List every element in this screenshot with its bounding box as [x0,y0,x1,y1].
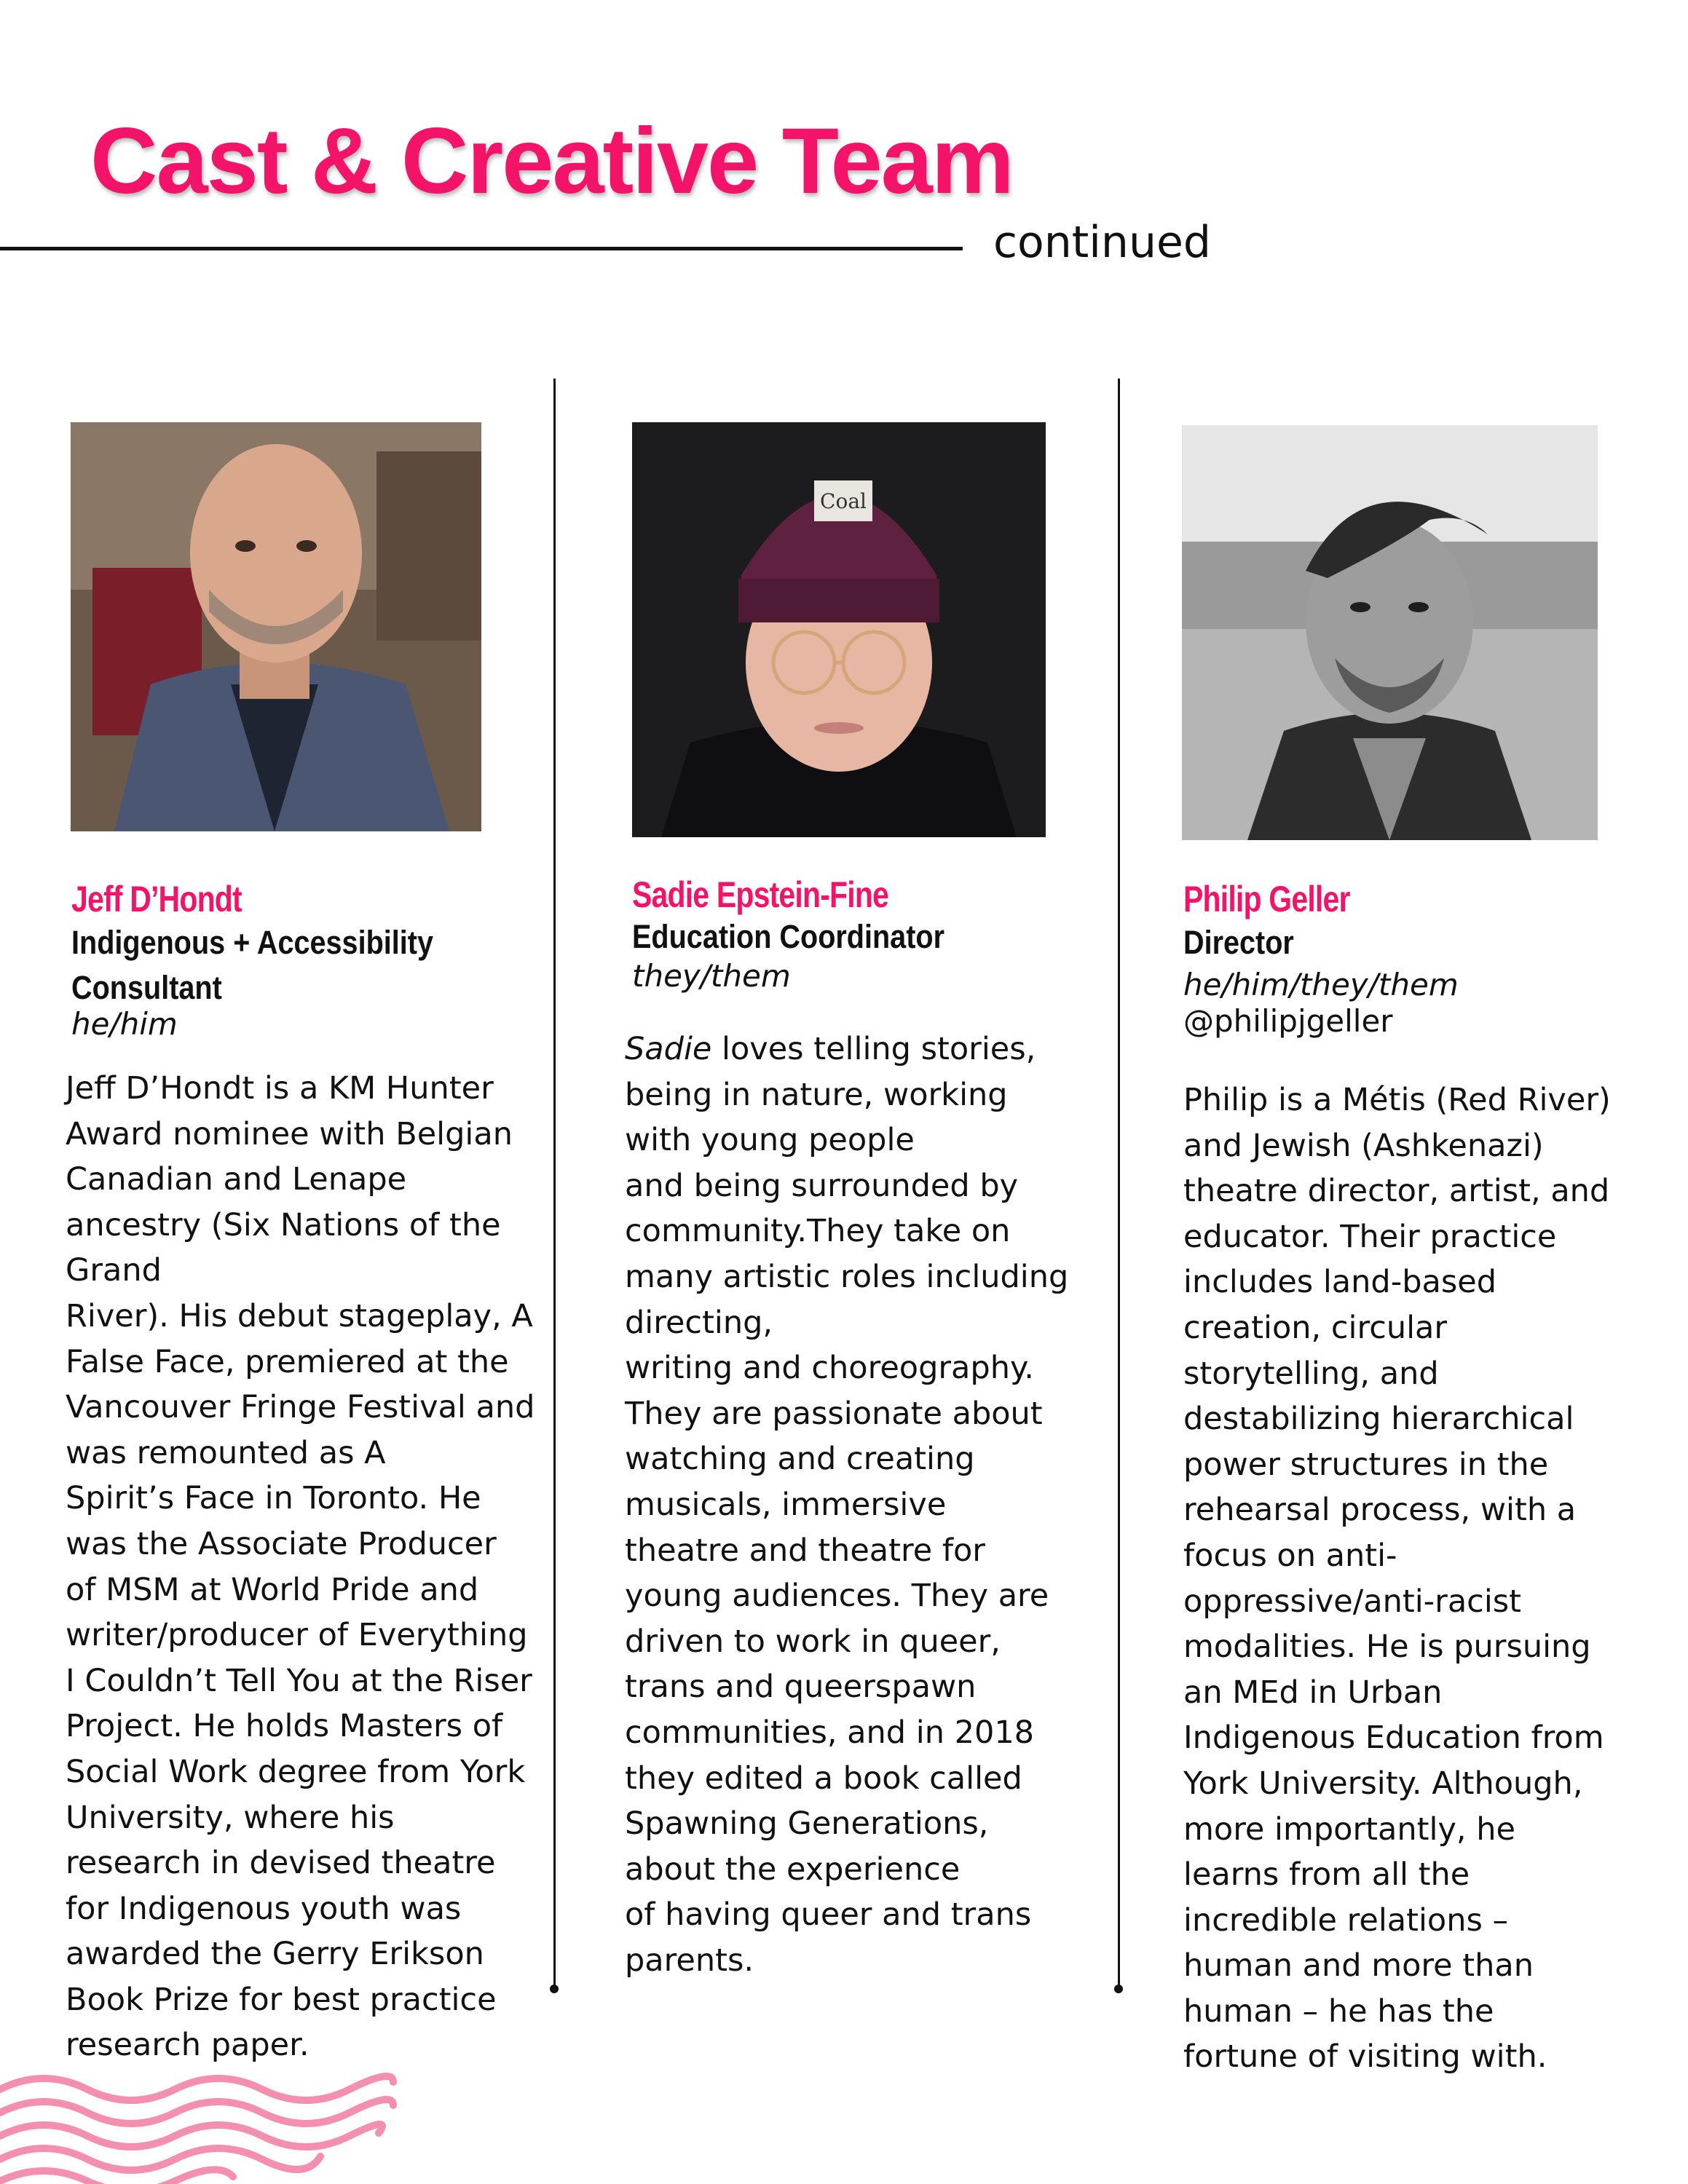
member-pronouns: he/him/they/them [1183,967,1459,1002]
member-photo [632,422,1046,837]
member-photo [71,422,481,831]
member-bio: Jeff D’Hondt is a KM Hunter Award nominee with Belgian Canadian and Lenape ancestry (Six Nations of the Grand River). His debut stageplay, A False Face, premiered at the Vancouver Fringe Festival and was remounted as A Spirit’s Face in Toronto. He was the Associate Producer of MSM at World Pride and writer/producer of Everything I Couldn’t Tell You at the Riser Project. He holds Masters of Social Work degree from York University, where his research in devised theatre for Indigenous youth was awarded the Gerry Erikson Book Prize for best practice research paper. [66,1070,535,2064]
member-name: Philip Geller [1183,879,1350,919]
member-photo [1182,425,1598,840]
member-name: Sadie Epstein-Fine [632,874,889,915]
member-bio: Sadie loves telling stories, being in nature, working with young people and being surrounded by community.They take on many artistic roles including directing, writing and choreography. They are passionate about watching and creating musicals, immersive theatre and theatre for young audiences. They are driven to work in queer, trans and queerspawn communities, and in 2018 they edited a book called Spawning Generations, about the experience of having queer and trans parents. [625,1031,1069,1979]
member-pronouns: he/him [71,1006,178,1042]
member-role: Director [1183,924,1294,961]
member-handle: @philipjgeller [1183,1003,1393,1039]
member-bio: Philip is a Métis (Red River) and Jewish (Ashkenazi) theatre director, artist, and educator. Their practice includes land-based creation, circular storytelling, and destabilizing hierarchical power structures in the rehearsal process, with a focus on anti- oppressive/anti-racist modalities. He is pursuing an MEd in Urban Indigenous Education from York University. Although, more importantly, he learns from all the incredible relations – human and more than human – he has the fortune of visiting with. [1183,1082,1611,2076]
header-rule [0,247,963,250]
column-divider [1118,379,1120,1987]
page-title: Cast & Creative Team [90,109,1013,213]
member-pronouns: they/them [632,958,791,994]
decorative-waves-icon [0,2068,408,2184]
beanie-label: Coal [820,489,867,513]
member-name: Jeff D’Hondt [71,879,242,919]
page-subtitle: continued [993,217,1211,268]
column-divider [553,379,556,1987]
member-role: Education Coordinator [632,918,944,955]
member-role: Indigenous + Accessibility Consultant [71,924,433,1006]
